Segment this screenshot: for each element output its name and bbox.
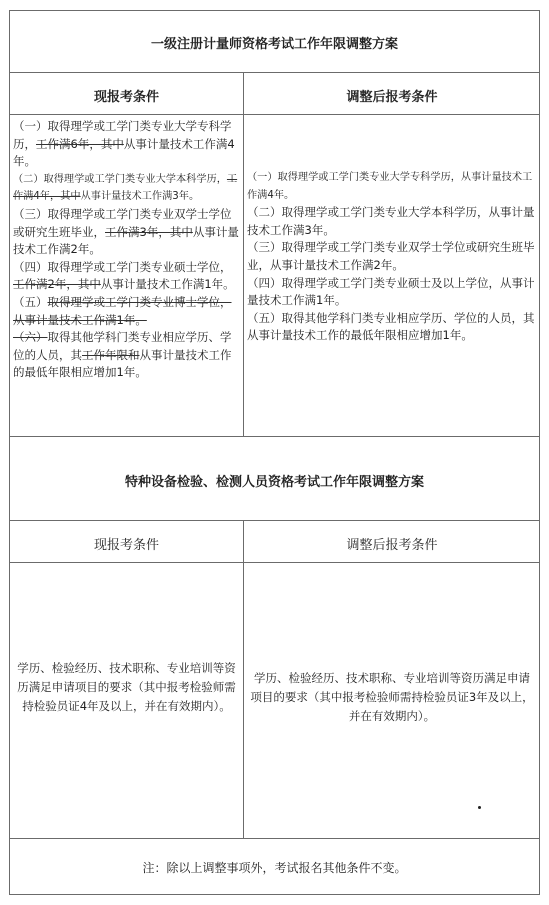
dot-mark	[478, 806, 481, 809]
divider	[10, 838, 539, 839]
struck-text: 工作满3年，其中	[105, 224, 193, 239]
current-condition-item	[13, 329, 240, 382]
section1-adjusted-conditions	[244, 169, 540, 345]
divider	[10, 436, 539, 437]
divider	[10, 72, 539, 73]
section2-current-conditions: 学历、检验经历、技术职称、专业培训等资历满足申请项目的要求（其中报考检验师需持检验员证4年及以上，并在有效期内）。	[17, 661, 236, 713]
table-frame	[9, 10, 540, 895]
struck-text: 工作满6年，其中	[36, 136, 124, 151]
condition-text: 从事计量技术工作满2年。	[13, 224, 239, 257]
adjusted-condition-item: （三）取得理学或工学门类专业双学士学位或研究生班毕业，从事计量技术工作满2年。	[247, 240, 535, 272]
condition-text: 从事计量技术工作满3年。	[80, 191, 200, 203]
section1-title: 一级注册计量师资格考试工作年限调整方案	[150, 37, 398, 52]
section1-current-header: 现报考条件	[93, 90, 159, 105]
section1-adjusted-header: 调整后报考条件	[346, 90, 438, 105]
condition-text: （三）取得理学或工学门类专业双学士学位或研究生班毕业，	[13, 206, 232, 239]
condition-text: 取得其他学科门类专业相应学历、学位的人员，其	[13, 330, 232, 362]
struck-text: 工作年限和	[82, 347, 140, 362]
condition-text: （五）	[13, 294, 48, 309]
current-condition-item	[13, 259, 240, 294]
footer-note: 注：除以上调整事项外，考试报名其他条件不变。	[142, 861, 407, 875]
divider	[10, 562, 539, 563]
condition-text: （四）取得理学或工学门类专业硕士学位，	[13, 259, 232, 274]
divider	[10, 114, 539, 115]
current-condition-item	[13, 206, 240, 259]
condition-text: （一）取得理学或工学门类专业大学专科学历，	[13, 119, 232, 151]
struck-text: 工作满2年，其中	[13, 277, 101, 292]
current-condition-item	[13, 294, 240, 329]
section2-adjusted-conditions: 学历、检验经历、技术职称、专业培训等资历满足申请项目的要求（其中报考检验师需持检验员证3年及以上，并在有效期内）。	[250, 671, 534, 723]
section2-title: 特种设备检验、检测人员资格考试工作年限调整方案	[124, 475, 424, 490]
column-divider	[243, 520, 244, 838]
adjusted-condition-item: （一）取得理学或工学门类专业大学专科学历，从事计量技术工作满4年。	[247, 172, 533, 201]
condition-text: 从事计量技术工作的最低年限相应增加1年。	[13, 347, 232, 380]
current-condition-item	[13, 118, 240, 171]
adjusted-condition-item: （五）取得其他学科门类专业相应学历、学位的人员，其从事计量技术工作的最低年限相应增加1年。	[247, 310, 535, 343]
adjusted-condition-item: （二）取得理学或工学门类专业大学本科学历，从事计量技术工作满3年。	[247, 205, 535, 237]
adjusted-condition-item: （四）取得理学或工学门类专业硕士及以上学位，从事计量技术工作满1年。	[247, 275, 535, 308]
divider	[10, 520, 539, 521]
condition-text: 从事计量技术工作满4年。	[13, 136, 235, 169]
section2-current-header: 现报考条件	[93, 538, 159, 553]
struck-text: （六）	[13, 330, 48, 345]
section1-current-conditions	[10, 118, 243, 382]
condition-text: （二）取得理学或工学门类专业大学本科学历，	[13, 173, 227, 185]
section2-adjusted-header: 调整后报考条件	[346, 538, 438, 553]
current-condition-item	[13, 171, 240, 206]
condition-text: 从事计量技术工作满1年。	[100, 277, 235, 292]
struck-text: 取得理学或工学门类专业博士学位，从事计量技术工作满1年。	[13, 294, 232, 327]
struck-text: 工作满4年，其中	[13, 173, 238, 203]
